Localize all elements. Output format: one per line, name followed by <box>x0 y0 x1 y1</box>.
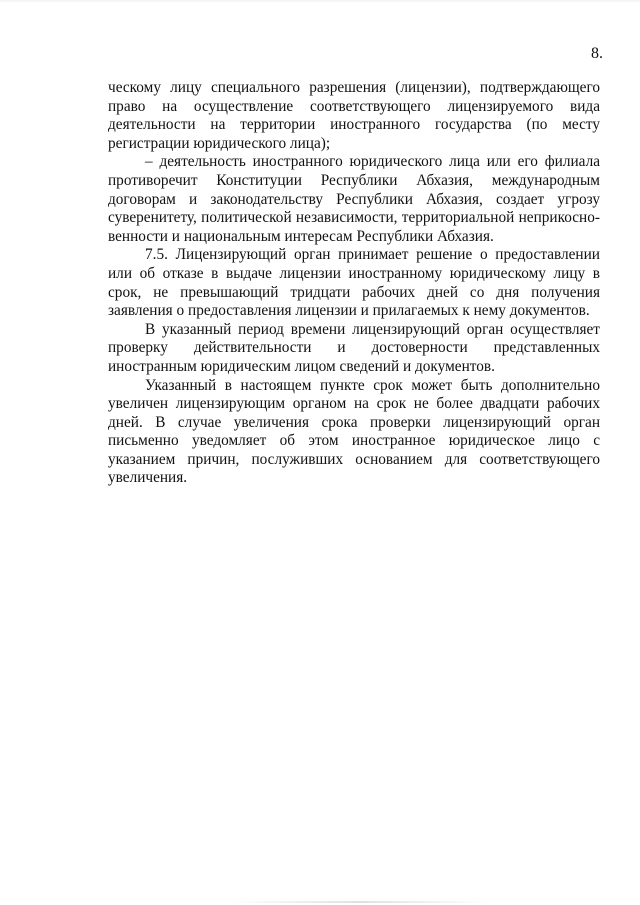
scan-edge-shadow <box>0 0 640 3</box>
page-number: 8. <box>591 45 603 62</box>
document-body <box>108 79 600 488</box>
paragraph-extension: Указанный в настоящем пункте срок может быть дополнительно увеличен лицензирующим органом на срок не более двадцати рабочих дней. В случае увеличения срока проверки лицензирующий орган письменно уведомляет об этом иностранное юридическое лицо с указанием причин, послуживших основанием для соответствующего увеличения. <box>108 376 600 487</box>
paragraph-verification: В указанный период времени лицензирующий орган осуществляет проверку действительности и достоверности представленных иностранным юридическим лицом сведений и документов. <box>108 320 600 375</box>
paragraph-continuation: ческому лицу специального разрешения (лицензии), подтверждающего право на осуществление соответствующего лицензируемого вида деятельности на территории иностранного государства (по месту регистрации юридического лица); <box>108 79 600 152</box>
paragraph-list-item: – деятельность иностранного юридического лица или его филиала противоречит Конституции Республики Абхазия, международным договорам и законодательству Республики Абхазия, создает угрозу суверенитету, политической независимости, территориальной неприкосно-венности и национальным интересам Республики Абхазия. <box>108 153 600 245</box>
paragraph-section-7-5: 7.5. Лицензирующий орган принимает решение о предоставлении или об отказе в выдаче лицензии иностранному юридическому лицу в срок, не превышающий тридцати рабочих дней со дня получения заявления о предоставления лицензии и прилагаемых к нему документов. <box>108 246 600 320</box>
scan-bottom-mark <box>230 901 490 903</box>
